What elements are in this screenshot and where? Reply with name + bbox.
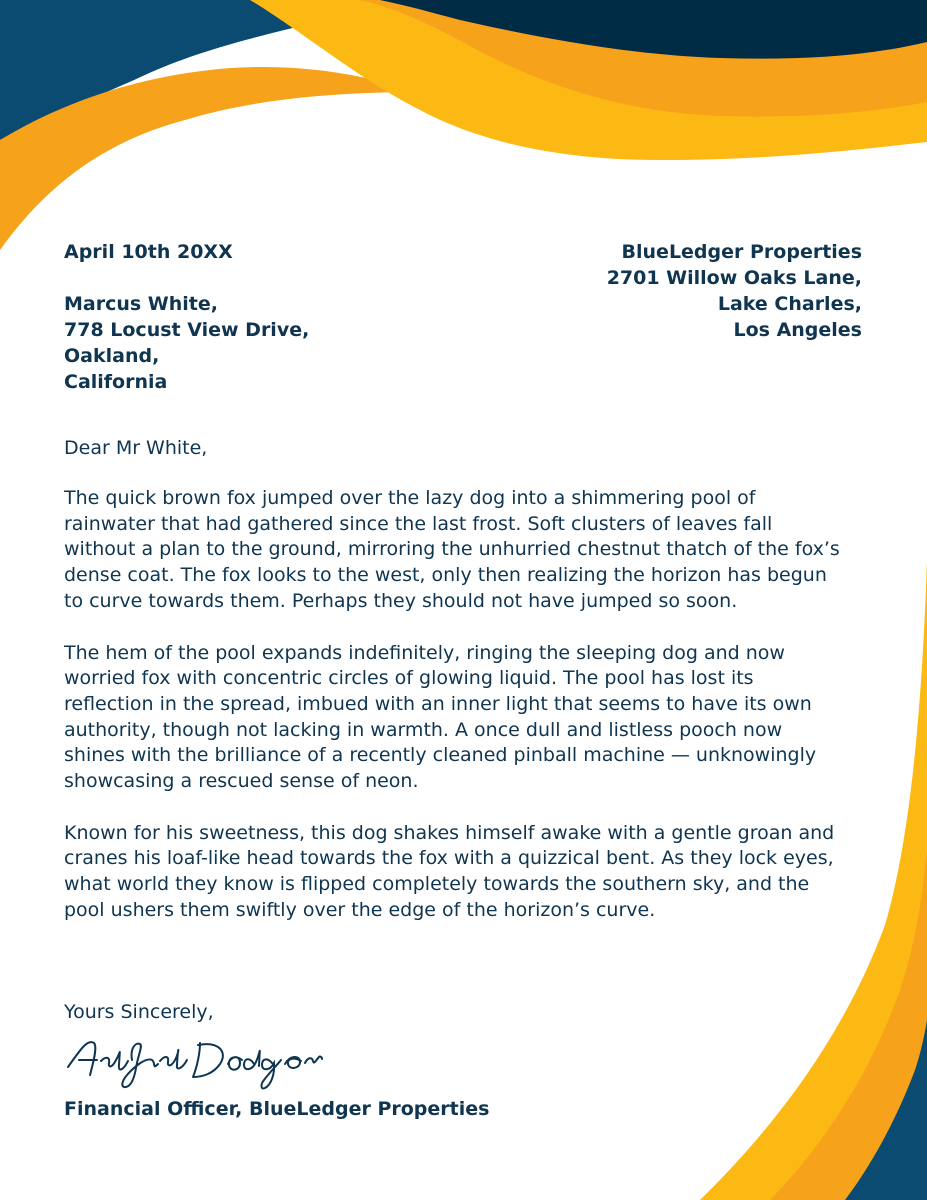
letter-date: April 10th 20XX: [64, 241, 233, 263]
sender-address: [607, 239, 862, 343]
closing: Yours Sincerely,: [64, 1001, 214, 1023]
letter-body: [64, 486, 844, 950]
greeting: Dear Mr White,: [64, 437, 208, 459]
body-paragraph-2: The hem of the pool expands indefinitely, ringing the sleeping dog and now worried fox with concentric circles of glowing liquid. The pool has lost its reflection in the spread, imbued with an inner light that seems to have its own authority, though not lacking in warmth. A once dull and listless pooch now shines with the brilliance of a recently cleaned pinball machine — unknowingly showcasing a rescued sense of neon.: [64, 641, 817, 793]
recipient-street: 778 Locust View Drive,: [64, 319, 310, 341]
signature: [64, 1033, 324, 1091]
body-paragraph-3: Known for his sweetness, this dog shakes himself awake with a gentle groan and cranes his loaf-like head towards the fox with a quizzical bent. As they lock eyes, what world they know is flipped completely towards the southern sky, and the pool ushers them swiftly over the edge of the horizon’s curve.: [64, 821, 835, 921]
body-paragraph-1: The quick brown fox jumped over the lazy dog into a shimmering pool of rainwater that had gathered since the last frost. Soft clusters of leaves fall without a plan to the ground, mirroring the unhurried chestnut thatch of the fox’s dense coat. The fox looks to the west, only then realizing the horizon has begun to curve towards them. Perhaps they should not have jumped so soon.: [64, 487, 840, 612]
signature-drawing: [64, 1033, 324, 1091]
sender-area: Lake Charles,: [717, 293, 862, 315]
sender-company: BlueLedger Properties: [621, 241, 862, 263]
recipient-name: Marcus White,: [64, 293, 218, 315]
signoff: Financial Officer, BlueLedger Properties: [64, 1098, 490, 1120]
recipient-state: California: [64, 371, 168, 393]
sender-street: 2701 Willow Oaks Lane,: [606, 267, 862, 289]
sender-city: Los Angeles: [733, 319, 862, 341]
recipient-address: [64, 291, 309, 395]
recipient-city: Oakland,: [64, 345, 160, 367]
